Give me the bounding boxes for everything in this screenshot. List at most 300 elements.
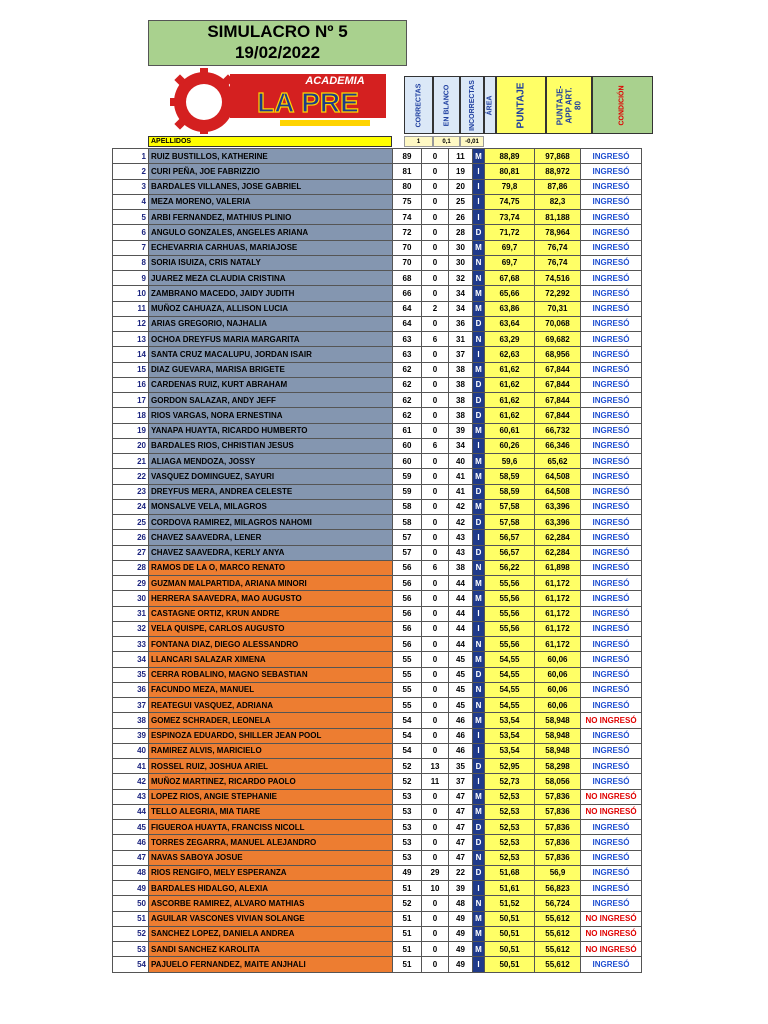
condicion-cell: INGRESÓ [581,957,642,972]
puntaje-cell: 73,74 [485,210,535,225]
table-row [113,789,642,804]
correctas-cell: 58 [393,515,422,530]
area-cell: I [473,179,485,194]
puntaje-app-cell: 57,836 [535,804,581,819]
puntaje-app-cell: 78,964 [535,225,581,240]
incorrectas-cell: 39 [449,881,473,896]
puntaje-cell: 74,75 [485,194,535,209]
table-row [113,469,642,484]
blanco-cell: 6 [422,560,449,575]
incorrectas-cell: 35 [449,759,473,774]
correctas-cell: 53 [393,789,422,804]
puntaje-app-cell: 82,3 [535,194,581,209]
incorrectas-cell: 11 [449,149,473,164]
student-name: ANGULO GONZALES, ANGELES ARIANA [149,225,393,240]
row-number: 14 [113,347,149,362]
logo-top-text: ACADEMIA [305,75,365,87]
condicion-cell: INGRESÓ [581,347,642,362]
puntaje-cell: 55,56 [485,591,535,606]
puntaje-app-cell: 67,844 [535,408,581,423]
correctas-cell: 56 [393,606,422,621]
condicion-cell: INGRESÓ [581,408,642,423]
table-row [113,576,642,591]
condicion-cell: INGRESÓ [581,530,642,545]
row-number: 36 [113,682,149,697]
puntaje-cell: 50,51 [485,911,535,926]
puntaje-app-cell: 65,62 [535,454,581,469]
area-cell: N [473,698,485,713]
incorrectas-cell: 42 [449,515,473,530]
incorrectas-cell: 41 [449,484,473,499]
condicion-cell: INGRESÓ [581,194,642,209]
puntaje-cell: 58,59 [485,484,535,499]
table-row [113,240,642,255]
row-number: 2 [113,164,149,179]
incorrectas-cell: 41 [449,469,473,484]
condicion-cell: INGRESÓ [581,454,642,469]
blanco-cell: 0 [422,286,449,301]
area-cell: M [473,713,485,728]
condicion-cell: INGRESÓ [581,393,642,408]
condicion-cell: INGRESÓ [581,469,642,484]
area-cell: D [473,484,485,499]
incorrectas-cell: 25 [449,194,473,209]
puntaje-cell: 88,89 [485,149,535,164]
incorrectas-cell: 34 [449,301,473,316]
incorrectas-cell: 47 [449,789,473,804]
correctas-cell: 56 [393,621,422,636]
puntaje-cell: 79,8 [485,179,535,194]
incorrectas-cell: 34 [449,438,473,453]
blanco-cell: 0 [422,271,449,286]
blanco-cell: 0 [422,240,449,255]
correctas-cell: 53 [393,850,422,865]
blanco-cell: 0 [422,850,449,865]
student-name: CARDENAS RUIZ, KURT ABRAHAM [149,377,393,392]
student-name: FACUNDO MEZA, MANUEL [149,682,393,697]
table-row [113,896,642,911]
puntaje-cell: 53,54 [485,728,535,743]
puntaje-app-cell: 69,682 [535,332,581,347]
incorrectas-cell: 26 [449,210,473,225]
blanco-cell: 0 [422,820,449,835]
table-row [113,881,642,896]
row-number: 11 [113,301,149,316]
row-number: 10 [113,286,149,301]
incorrectas-cell: 38 [449,393,473,408]
table-row [113,621,642,636]
blanco-cell: 0 [422,255,449,270]
incorrectas-cell: 47 [449,804,473,819]
table-row [113,438,642,453]
correctas-cell: 53 [393,835,422,850]
correctas-cell: 70 [393,255,422,270]
correctas-cell: 63 [393,332,422,347]
row-number: 44 [113,804,149,819]
row-number: 52 [113,926,149,941]
student-name: HERRERA SAAVEDRA, MAO AUGUSTO [149,591,393,606]
puntaje-app-cell: 60,06 [535,682,581,697]
condicion-cell: INGRESÓ [581,682,642,697]
puntaje-app-cell: 61,172 [535,606,581,621]
student-name: REATEGUI VASQUEZ, ADRIANA [149,698,393,713]
table-row [113,560,642,575]
row-number: 7 [113,240,149,255]
area-cell: I [473,530,485,545]
condicion-cell: INGRESÓ [581,423,642,438]
row-number: 13 [113,332,149,347]
blanco-cell: 0 [422,606,449,621]
student-name: SORIA ISUIZA, CRIS NATALY [149,255,393,270]
row-number: 12 [113,316,149,331]
puntaje-app-cell: 88,972 [535,164,581,179]
correctas-cell: 64 [393,301,422,316]
blanco-cell: 0 [422,728,449,743]
correctas-cell: 68 [393,271,422,286]
student-name: ARBI FERNANDEZ, MATHIUS PLINIO [149,210,393,225]
student-name: FIGUEROA HUAYTA, FRANCISS NICOLL [149,820,393,835]
puntaje-cell: 54,55 [485,698,535,713]
correctas-cell: 62 [393,377,422,392]
condicion-cell: INGRESÓ [581,759,642,774]
area-cell: N [473,850,485,865]
title-line2: 19/02/2022 [234,43,321,62]
correctas-cell: 62 [393,362,422,377]
incorrectas-cell: 38 [449,408,473,423]
table-row [113,194,642,209]
correctas-cell: 59 [393,484,422,499]
incorrectas-cell: 46 [449,728,473,743]
puntaje-app-cell: 55,612 [535,911,581,926]
puntaje-app-cell: 62,284 [535,545,581,560]
puntaje-app-cell: 67,844 [535,377,581,392]
incorrectas-cell: 44 [449,637,473,652]
blanco-cell: 0 [422,454,449,469]
table-row [113,652,642,667]
student-name: ASCORBE RAMIREZ, ALVARO MATHIAS [149,896,393,911]
correctas-cell: 55 [393,667,422,682]
incorrectas-cell: 47 [449,820,473,835]
condicion-cell: NO INGRESÓ [581,942,642,957]
correctas-cell: 89 [393,149,422,164]
area-cell: D [473,759,485,774]
header-correctas: CORRECTAS [404,76,433,134]
row-number: 8 [113,255,149,270]
condicion-cell: INGRESÓ [581,149,642,164]
puntaje-cell: 50,51 [485,926,535,941]
condicion-cell: NO INGRESÓ [581,789,642,804]
student-name: ALIAGA MENDOZA, JOSSY [149,454,393,469]
blanco-cell: 0 [422,835,449,850]
correctas-cell: 52 [393,896,422,911]
row-number: 38 [113,713,149,728]
correctas-cell: 49 [393,865,422,880]
correctas-cell: 51 [393,942,422,957]
incorrectas-cell: 30 [449,255,473,270]
row-number: 4 [113,194,149,209]
correctas-cell: 58 [393,499,422,514]
blanco-cell: 0 [422,591,449,606]
table-row [113,347,642,362]
area-cell: D [473,393,485,408]
puntaje-app-cell: 57,836 [535,789,581,804]
student-name: GUZMAN MALPARTIDA, ARIANA MINORI [149,576,393,591]
blanco-cell: 0 [422,194,449,209]
puntaje-app-cell: 64,508 [535,484,581,499]
table-row [113,377,642,392]
table-row [113,774,642,789]
correctas-cell: 55 [393,698,422,713]
weight-correcta: 1 [404,136,433,147]
condicion-cell: INGRESÓ [581,698,642,713]
student-name: VELA QUISPE, CARLOS AUGUSTO [149,621,393,636]
area-cell: I [473,210,485,225]
row-number: 27 [113,545,149,560]
incorrectas-cell: 38 [449,362,473,377]
blanco-cell: 0 [422,225,449,240]
blanco-cell: 0 [422,957,449,972]
blanco-cell: 0 [422,179,449,194]
row-number: 20 [113,438,149,453]
student-name: JUAREZ MEZA CLAUDIA CRISTINA [149,271,393,286]
condicion-cell: INGRESÓ [581,377,642,392]
incorrectas-cell: 49 [449,957,473,972]
correctas-cell: 66 [393,286,422,301]
row-number: 18 [113,408,149,423]
row-number: 32 [113,621,149,636]
row-number: 53 [113,942,149,957]
area-cell: D [473,820,485,835]
table-row [113,255,642,270]
condicion-cell: INGRESÓ [581,637,642,652]
student-name: PAJUELO FERNANDEZ, MAITE ANJHALI [149,957,393,972]
incorrectas-cell: 20 [449,179,473,194]
row-number: 26 [113,530,149,545]
row-number: 49 [113,881,149,896]
puntaje-app-cell: 61,172 [535,576,581,591]
row-number: 50 [113,896,149,911]
student-name: CHAVEZ SAAVEDRA, KERLY ANYA [149,545,393,560]
area-cell: D [473,835,485,850]
area-cell: M [473,454,485,469]
incorrectas-cell: 47 [449,835,473,850]
student-name: AGUILAR VASCONES VIVIAN SOLANGE [149,911,393,926]
table-row [113,911,642,926]
blanco-cell: 0 [422,484,449,499]
puntaje-app-cell: 70,31 [535,301,581,316]
row-number: 19 [113,423,149,438]
student-name: LOPEZ RIOS, ANGIE STEPHANIE [149,789,393,804]
condicion-cell: INGRESÓ [581,896,642,911]
row-number: 51 [113,911,149,926]
student-name: RUIZ BUSTILLOS, KATHERINE [149,149,393,164]
blanco-cell: 6 [422,438,449,453]
puntaje-cell: 56,57 [485,545,535,560]
blanco-cell: 0 [422,667,449,682]
area-cell: M [473,911,485,926]
puntaje-cell: 55,56 [485,621,535,636]
puntaje-app-cell: 63,396 [535,515,581,530]
student-name: FONTANA DIAZ, DIEGO ALESSANDRO [149,637,393,652]
title-box [148,20,407,66]
apellidos-label: APELLIDOS [148,136,392,147]
puntaje-cell: 52,53 [485,804,535,819]
blanco-cell: 0 [422,515,449,530]
student-name: SANTA CRUZ MACALUPU, JORDAN ISAIR [149,347,393,362]
blanco-cell: 0 [422,576,449,591]
blanco-cell: 0 [422,896,449,911]
puntaje-cell: 52,53 [485,789,535,804]
area-cell: M [473,652,485,667]
incorrectas-cell: 49 [449,911,473,926]
puntaje-cell: 67,68 [485,271,535,286]
correctas-cell: 51 [393,881,422,896]
row-number: 24 [113,499,149,514]
condicion-cell: NO INGRESÓ [581,911,642,926]
table-row [113,393,642,408]
blanco-cell: 0 [422,149,449,164]
row-number: 9 [113,271,149,286]
puntaje-cell: 63,64 [485,316,535,331]
puntaje-cell: 50,51 [485,957,535,972]
table-row [113,850,642,865]
student-name: RIOS VARGAS, NORA ERNESTINA [149,408,393,423]
puntaje-app-cell: 64,508 [535,469,581,484]
puntaje-app-cell: 76,74 [535,255,581,270]
puntaje-cell: 62,63 [485,347,535,362]
table-row [113,164,642,179]
area-cell: D [473,667,485,682]
student-name: VASQUEZ DOMINGUEZ, SAYURI [149,469,393,484]
table-row [113,179,642,194]
puntaje-cell: 52,95 [485,759,535,774]
correctas-cell: 57 [393,530,422,545]
puntaje-app-cell: 67,844 [535,393,581,408]
condicion-cell: INGRESÓ [581,728,642,743]
correctas-cell: 81 [393,164,422,179]
table-row [113,591,642,606]
condicion-cell: INGRESÓ [581,484,642,499]
row-number: 46 [113,835,149,850]
puntaje-cell: 57,58 [485,515,535,530]
area-cell: M [473,926,485,941]
row-number: 25 [113,515,149,530]
incorrectas-cell: 19 [449,164,473,179]
table-row [113,499,642,514]
weight-blanco: 0,1 [433,136,460,147]
blanco-cell: 0 [422,362,449,377]
puntaje-app-cell: 58,298 [535,759,581,774]
area-cell: N [473,332,485,347]
condicion-cell: INGRESÓ [581,667,642,682]
puntaje-app-cell: 60,06 [535,698,581,713]
condicion-cell: INGRESÓ [581,743,642,758]
area-cell: D [473,408,485,423]
puntaje-app-cell: 72,292 [535,286,581,301]
student-name: RAMOS DE LA O, MARCO RENATO [149,560,393,575]
area-cell: I [473,438,485,453]
puntaje-app-cell: 57,836 [535,835,581,850]
table-row [113,545,642,560]
puntaje-cell: 56,22 [485,560,535,575]
area-cell: I [473,774,485,789]
puntaje-cell: 69,7 [485,240,535,255]
area-cell: I [473,164,485,179]
row-number: 6 [113,225,149,240]
puntaje-cell: 61,62 [485,393,535,408]
area-cell: N [473,896,485,911]
puntaje-cell: 80,81 [485,164,535,179]
puntaje-app-cell: 61,898 [535,560,581,575]
weight-incorrecta: -0,01 [460,136,484,147]
blanco-cell: 10 [422,881,449,896]
condicion-cell: INGRESÓ [581,850,642,865]
incorrectas-cell: 34 [449,286,473,301]
incorrectas-cell: 46 [449,713,473,728]
row-number: 15 [113,362,149,377]
student-name: GOMEZ SCHRADER, LEONELA [149,713,393,728]
area-cell: N [473,682,485,697]
puntaje-cell: 55,56 [485,606,535,621]
incorrectas-cell: 42 [449,499,473,514]
student-name: ECHEVARRIA CARHUAS, MARIAJOSE [149,240,393,255]
area-cell: M [473,789,485,804]
incorrectas-cell: 43 [449,530,473,545]
student-name: NAVAS SABOYA JOSUE [149,850,393,865]
area-cell: N [473,637,485,652]
table-row [113,835,642,850]
blanco-cell: 13 [422,759,449,774]
area-cell: I [473,957,485,972]
area-cell: I [473,606,485,621]
row-number: 35 [113,667,149,682]
table-row [113,454,642,469]
puntaje-app-cell: 66,346 [535,438,581,453]
condicion-cell: INGRESÓ [581,591,642,606]
row-number: 54 [113,957,149,972]
correctas-cell: 63 [393,347,422,362]
puntaje-cell: 52,53 [485,820,535,835]
correctas-cell: 80 [393,179,422,194]
correctas-cell: 51 [393,926,422,941]
row-number: 42 [113,774,149,789]
row-number: 41 [113,759,149,774]
incorrectas-cell: 38 [449,377,473,392]
table-row [113,637,642,652]
header-en-blanco: EN BLANCO [433,76,460,134]
correctas-cell: 51 [393,957,422,972]
header-condicion: CONDICIÓN [592,76,653,134]
blanco-cell: 0 [422,652,449,667]
results-table [112,148,642,973]
incorrectas-cell: 49 [449,942,473,957]
incorrectas-cell: 40 [449,454,473,469]
incorrectas-cell: 22 [449,865,473,880]
blanco-cell: 2 [422,301,449,316]
puntaje-cell: 58,59 [485,469,535,484]
row-number: 3 [113,179,149,194]
student-name: ESPINOZA EDUARDO, SHILLER JEAN POOL [149,728,393,743]
area-cell: M [473,149,485,164]
student-name: MUÑOZ CAHUAZA, ALLISON LUCIA [149,301,393,316]
condicion-cell: INGRESÓ [581,515,642,530]
puntaje-cell: 63,29 [485,332,535,347]
puntaje-cell: 54,55 [485,682,535,697]
condicion-cell: INGRESÓ [581,606,642,621]
correctas-cell: 72 [393,225,422,240]
table-row [113,149,642,164]
condicion-cell: INGRESÓ [581,271,642,286]
